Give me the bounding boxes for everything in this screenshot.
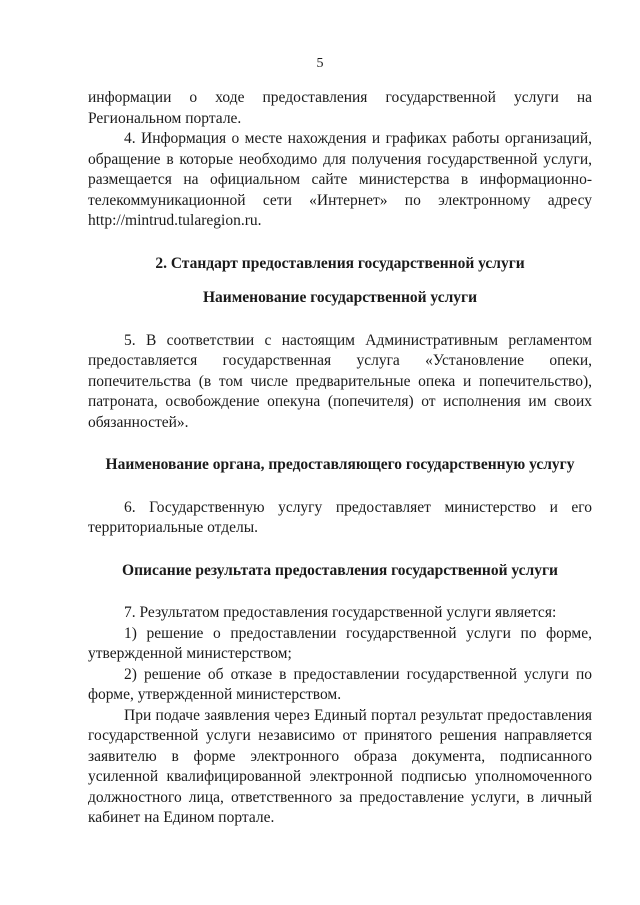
paragraph-6: 6. Государственную услугу предоставляет министерство и его территориальные отделы. (88, 498, 592, 536)
document-body (88, 88, 592, 829)
paragraph-4: 4. Информация о месте нахождения и графиках работы организаций, обращение в которые необходимо для получения государственной услуги, размещается на официальном сайте министерства в информационно-телекоммуникационной сети «Интернет» по электронному адресу http://mintrud.tularegion.ru. (88, 130, 592, 229)
paragraph-7: 7. Результатом предоставления государственной услуги является: (124, 604, 557, 621)
paragraph-7-item-2: 2) решение об отказе в предоставлении государственной услуги по форме, утвержденной министерством. (88, 665, 592, 703)
subsection-heading-authority: Наименование органа, предоставляющего государственную услугу (105, 456, 575, 473)
subsection-heading-result: Описание результата предоставления государственной услуги (122, 561, 558, 579)
section-title: 2. Стандарт предоставления государственной услуги (155, 254, 525, 272)
subsection-heading-service-name: Наименование государственной услуги (203, 289, 477, 306)
paragraph-7-portal: При подаче заявления через Единый портал результат предоставления государственной услуги независимо от принятого решения направляется заявителю в форме электронного образа документа, подписанного усиленной квалифицированной электронной подписью уполномоченного должностного лица, ответственного за предоставление услуги, в личный кабинет на Едином портале. (88, 706, 592, 826)
paragraph-7-item-1: 1) решение о предоставлении государственной услуги по форме, утвержденной министерством; (88, 624, 592, 662)
page-number: 5 (316, 56, 324, 71)
paragraph-continuation: информации о ходе предоставления государственной услуги на Региональном портале. (88, 89, 592, 127)
paragraph-5: 5. В соответствии с настоящим Административным регламентом предоставляется государственная услуга «Установление опеки, попечительства (в том числе предварительные опека и попечительство), патроната, освобождение опекуна (попечителя) от исполнения им своих обязанностей». (88, 331, 592, 431)
